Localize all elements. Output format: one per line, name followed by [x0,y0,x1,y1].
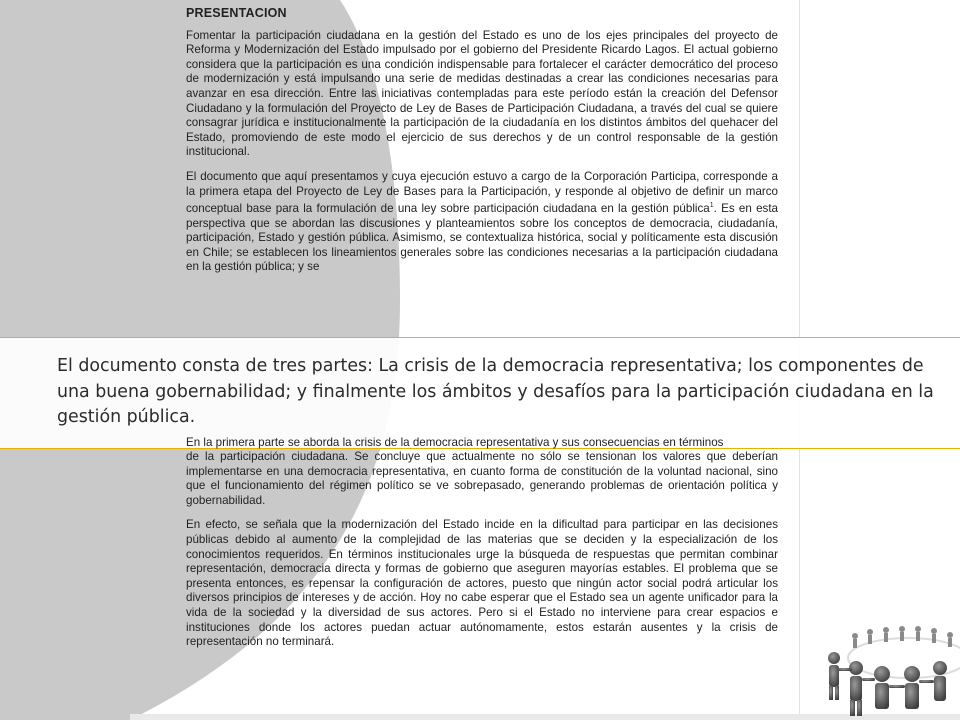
paragraph-4: En efecto, se señala que la modernización del Estado incide en la dificultad para participar en las decisiones públicas debido al aumento de la complejidad de las materias que se deciden y la especialización de los conocimientos requeridos. En términos institucionales urge la búsqueda de respuestas que permitan combinar representación, democracia directa y formas de gobierno que aseguren mayorías estables. El problema que se presenta entonces, es repensar la configuración de actores, puesto que ningún actor social podrá articular los diversos principios de intereses y de acción. Hoy no cabe esperar que el Estado sea un agente unificador para la vida de la sociedad y la diversidad de sus actores. Pero si el Estado no interviene para crear espacios e instituciones donde los actores puedan actuar autónomamente, estos estarán ausentes y la crisis de representación no terminará. [186,518,778,649]
callout-band [0,337,960,449]
paragraph-2 [186,170,778,275]
callout-text: El documento consta de tres partes: La crisis de la democracia representativa; los componentes de una buena gobernabilidad; y finalmente los ámbitos y desafíos para la participación ciudadana en la gestión pública. [57,356,934,428]
paragraph-2-text: El documento que aquí presentamos y cuya ejecución estuvo a cargo de la Corporación Participa, corresponde a la primera etapa del Proyecto de Ley de Bases para la Participación, y responde al objetivo de definir un marco conceptual base para la formulación de una ley sobre participación ciudadana en la gestión pública [186,169,778,215]
footnote-marker: 1 [709,202,714,210]
document-title: PRESENTACION [186,6,287,20]
paragraph-3: de la participación ciudadana. Se concluye que actualmente no sólo se tensionan los valores que deberían implementarse en una democracia representativa, en cuanto forma de constitución de la voluntad nacional, sino que el funcionamiento del régimen político se ve sobrepasado, generando problemas de orientación política y gobernabilidad. [186,450,778,507]
document-bottom [186,436,778,660]
document-top [186,6,778,285]
paragraph-1: Fomentar la participación ciudadana en la gestión del Estado es uno de los ejes principales del proyecto de Reforma y Modernización del Estado impulsado por el gobierno del Presidente Ricardo Lagos. El actual gobierno considera que la participación es una condición indispensable para fortalecer el carácter democrático del proceso de modernización y está impulsando una serie de medidas destinadas a crear las condiciones necesarias para avanzar en esa dirección. Entre las iniciativas contempladas para este período están la creación del Defensor Ciudadano y la formulación del Proyecto de Ley de Bases de Participación Ciudadana, a través del cual se quiere consagrar jurídica e institucionalmente la participación de la ciudadanía en los distintos ámbitos del quehacer del Estado, promoviendo de este modo el ejercicio de sus derechos y de un control responsable de la gestión institucional. [186,28,778,159]
paragraph-2-rest: . Es en esta perspectiva que se abordan las discusiones y planteamientos sobre los conceptos de democracia, ciudadanía, participación, Estado y gestión pública. Asimismo, se contextualiza histórica, social y políticamente esta discusión en Chile; se establecen los lineamientos generales sobre las condiciones necesarias a la participación ciudadana en la gestión pública; y se [186,201,778,274]
people-circle-icon [820,608,960,720]
paragraph-3-fragment: En la primera parte se aborda la crisis de la democracia representativa y sus consecuencias en términos [186,436,724,449]
